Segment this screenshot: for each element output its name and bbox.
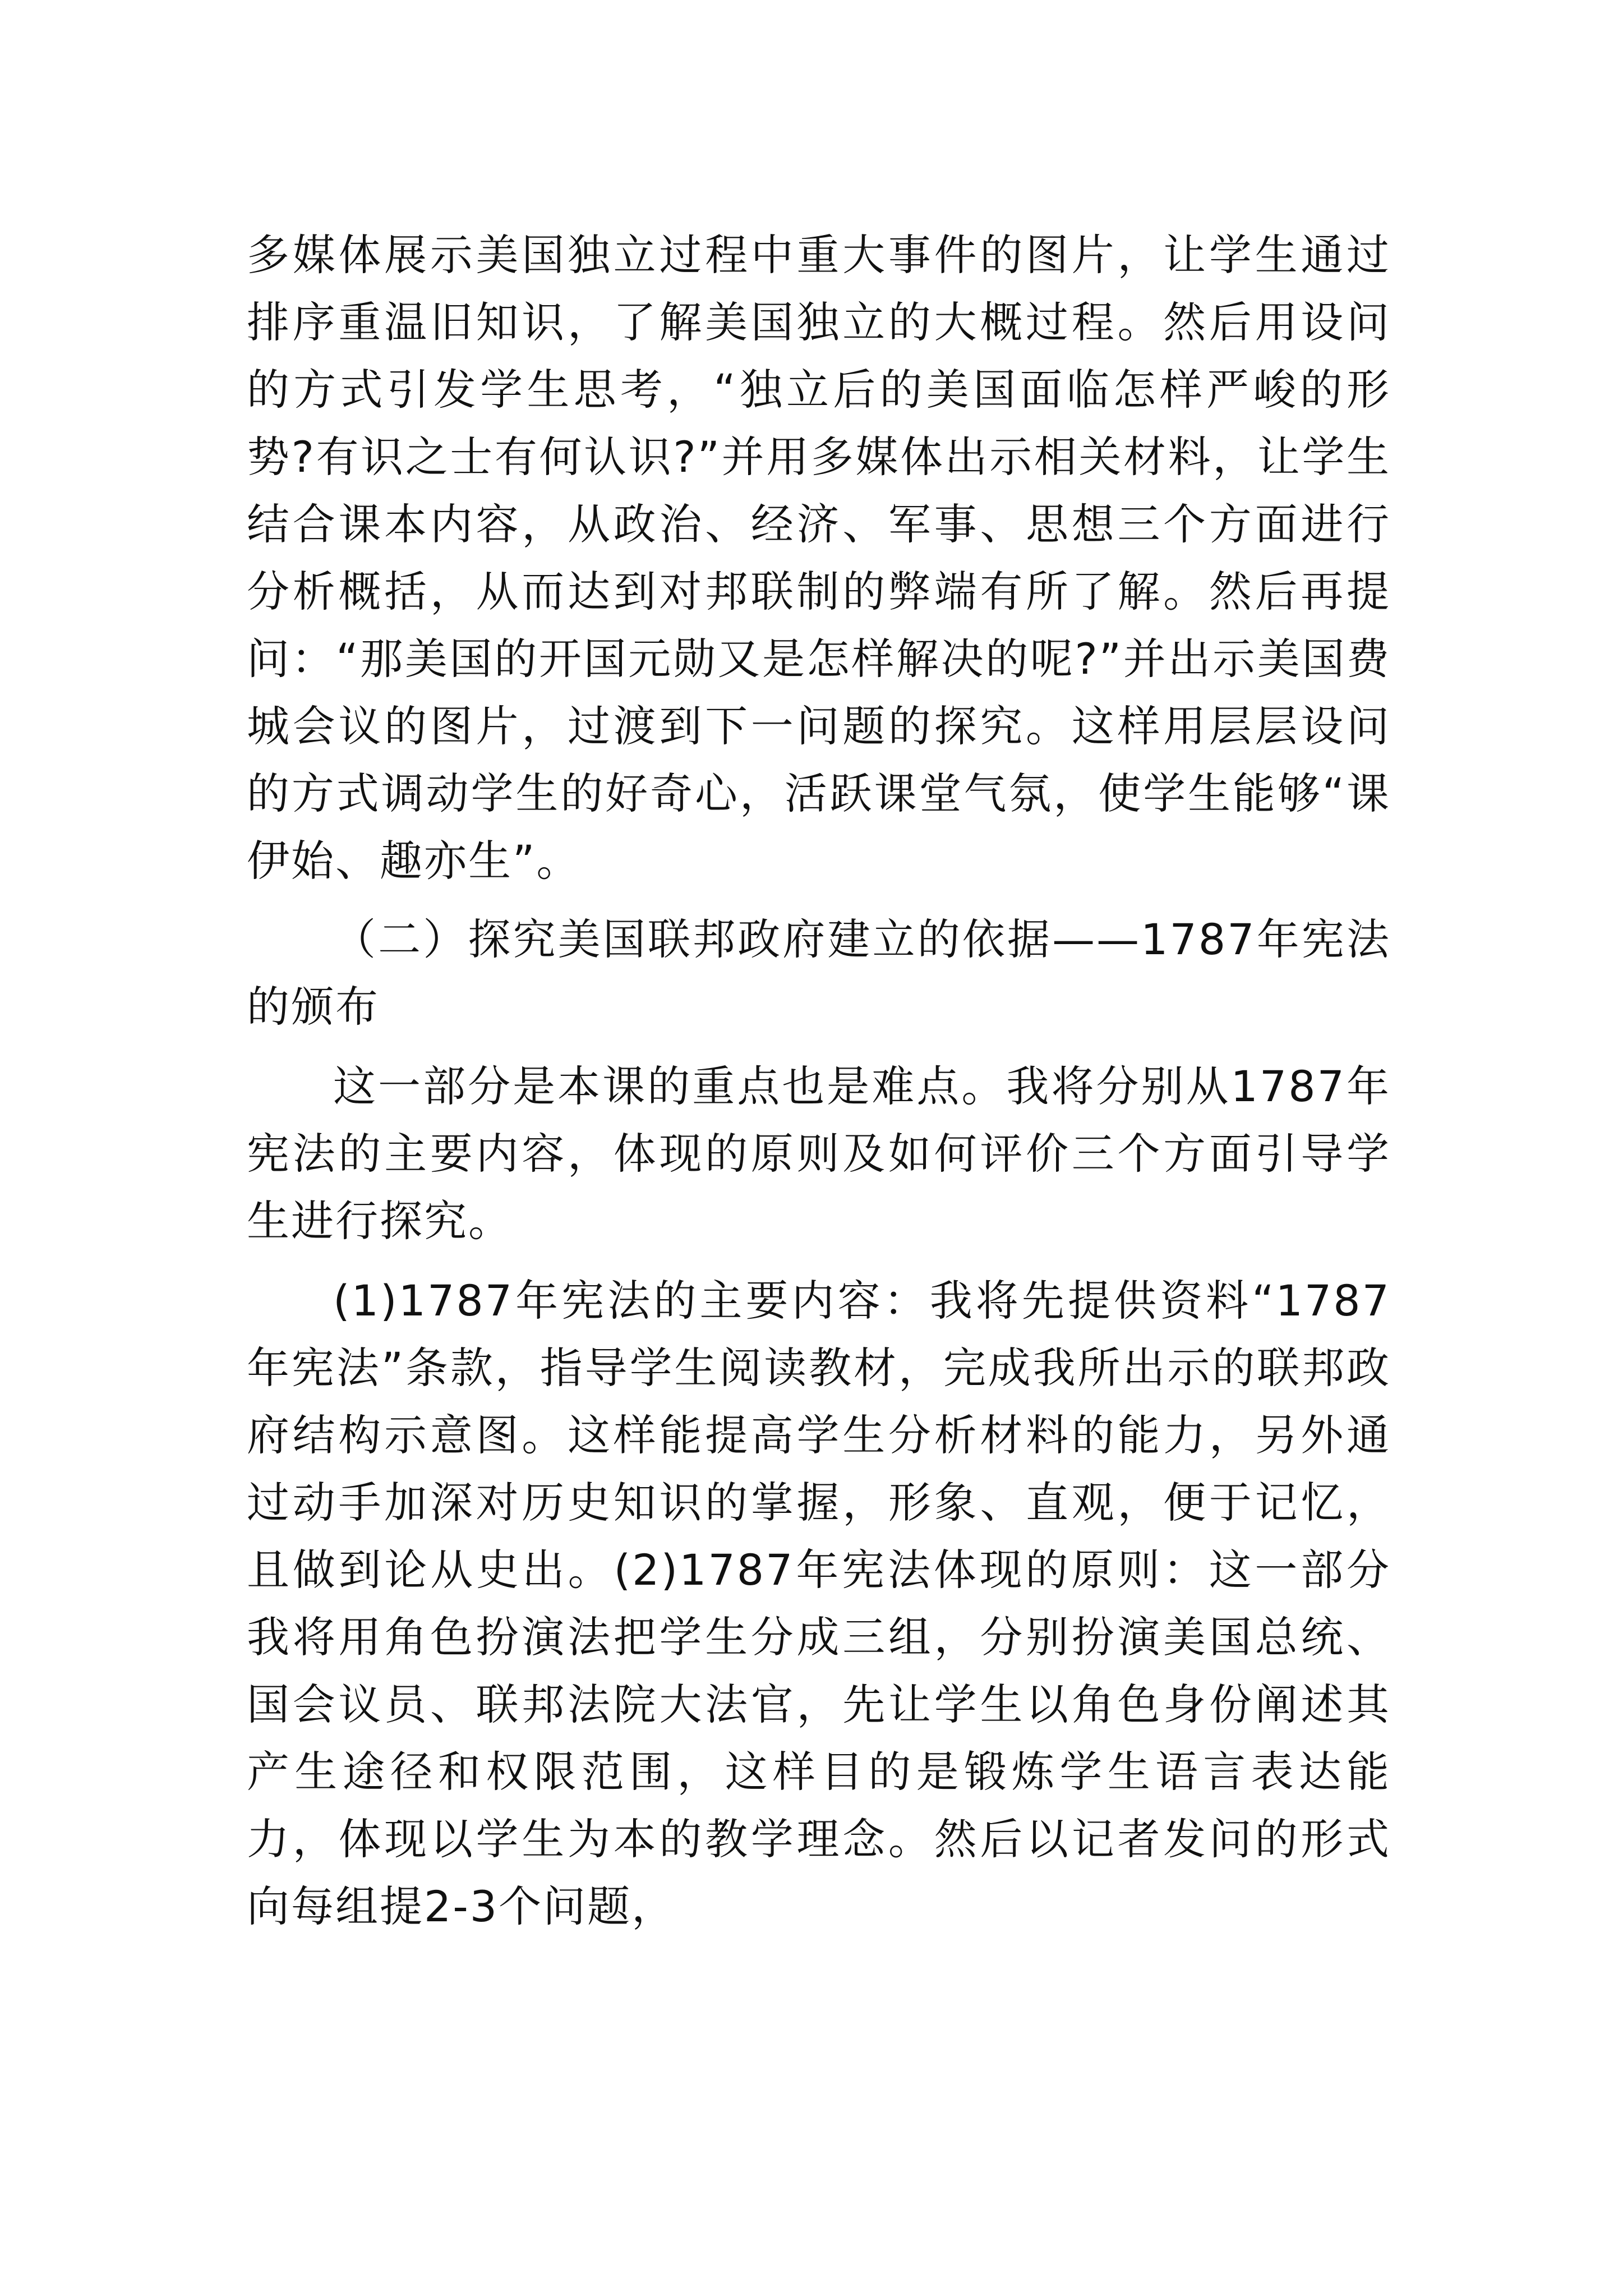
paragraph-section-overview: 这一部分是本课的重点也是难点。我将分别从1787年宪法的主要内容，体现的原则及如何评价三个方面引导学生进行探究。	[247, 1061, 1391, 1246]
document-body	[247, 222, 1391, 1953]
paragraph-intro-continuation: 多媒体展示美国独立过程中重大事件的图片，让学生通过排序重温旧知识，了解美国独立的大概过程。然后用设问的方式引发学生思考，“独立后的美国面临怎样严峻的形势?有识之士有何认识?”并用多媒体出示相关材料，让学生结合课本内容，从政治、经济、军事、思想三个方面进行分析概括，从而达到对邦联制的弊端有所了解。然后再提问：“那美国的开国元勋又是怎样解决的呢?”并出示美国费城会议的图片，过渡到下一问题的探究。这样用层层设问的方式调动学生的好奇心，活跃课堂气氛，使学生能够“课伊始、趣亦生”。	[247, 230, 1391, 886]
paragraph-constitution-content: (1)1787年宪法的主要内容：我将先提供资料“1787年宪法”条款，指导学生阅读教材，完成我所出示的联邦政府结构示意图。这样能提高学生分析材料的能力，另外通过动手加深对历史知识的掌握，形象、直观，便于记忆，且做到论从史出。(2)1787年宪法体现的原则：这一部分我将用角色扮演法把学生分成三组，分别扮演美国总统、国会议员、联邦法院大法官，先让学生以角色身份阐述其产生途径和权限范围，这样目的是锻炼学生语言表达能力，体现以学生为本的教学理念。然后以记者发问的形式向每组提2-3个问题，	[247, 1276, 1391, 1931]
section-heading-2: （二）探究美国联邦政府建立的依据——1787年宪法的颁布	[247, 914, 1391, 1032]
